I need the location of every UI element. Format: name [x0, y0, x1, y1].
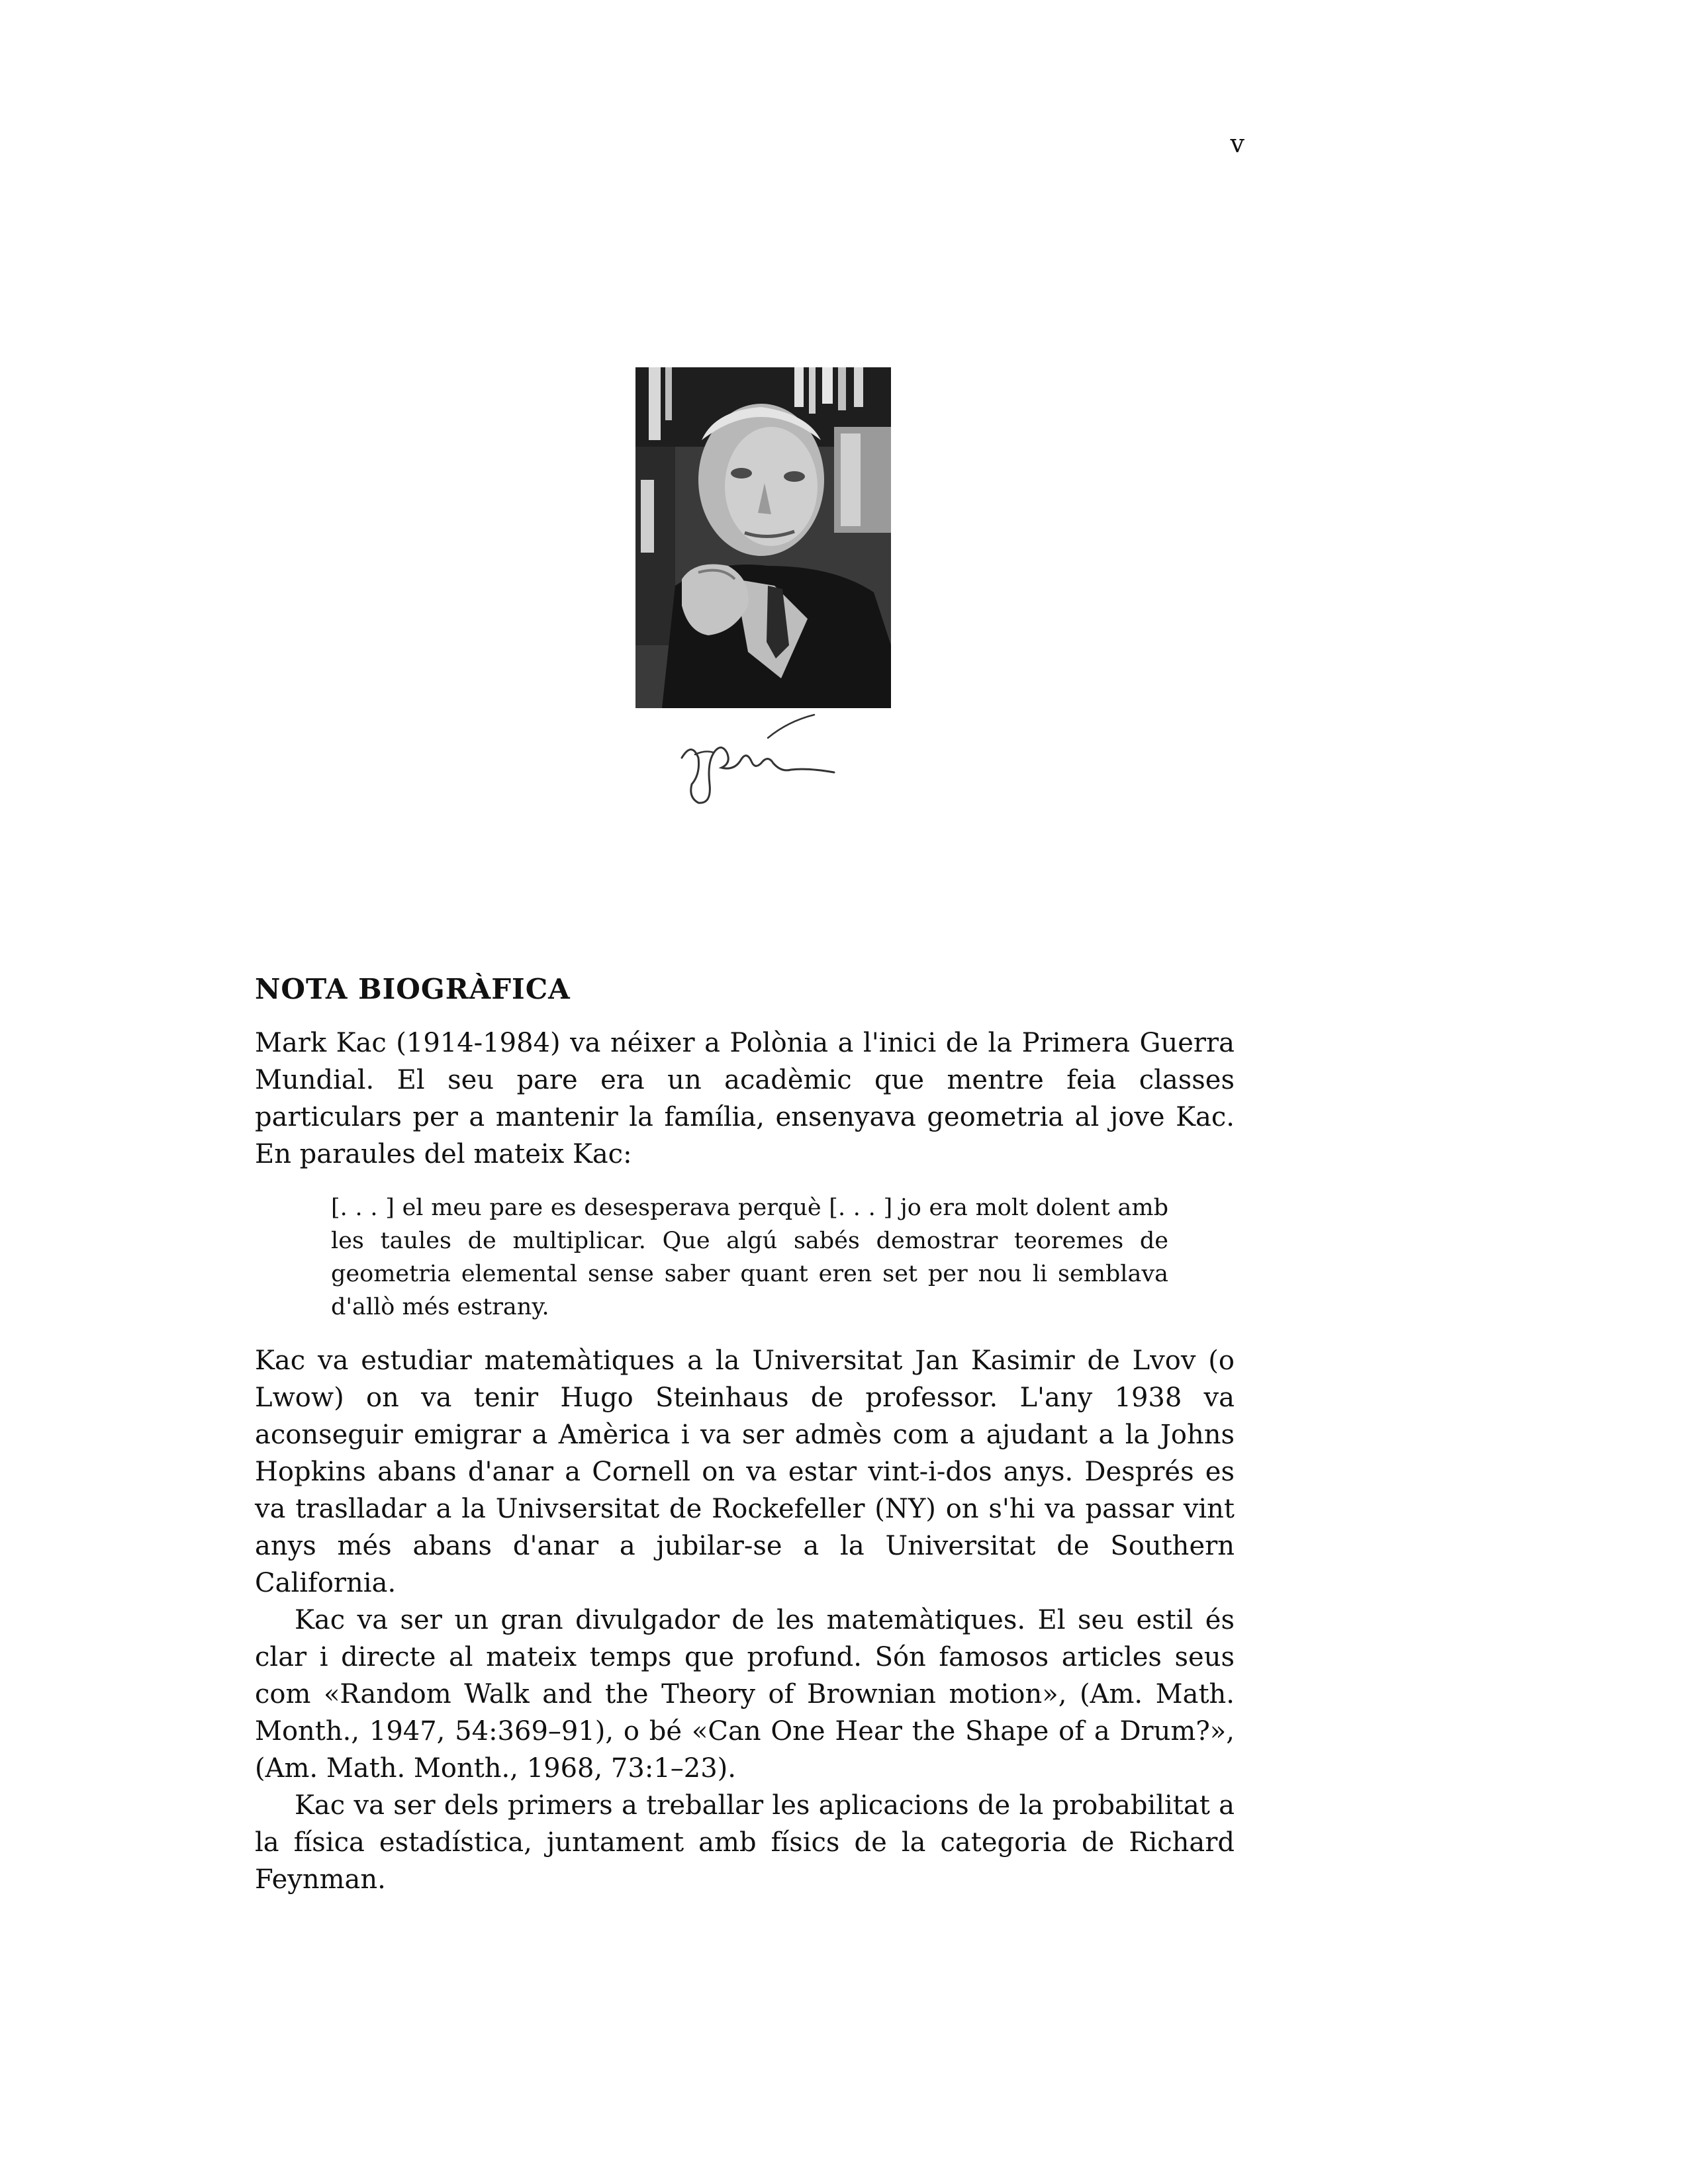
paragraph-divulgation: Kac va ser un gran divulgador de les matemàtiques. El seu estil és clar i directe al mateix temps que profund. Són famosos articles seus com «Random Walk and the Theory of Brownian motion», (Am. Math. Month., 1947, 54:369–91), o bé «Can One Hear the Shape of a Drum?», (Am. Math. Month., 1968, 73:1–23).: [255, 1605, 1235, 1784]
portrait-photo: [635, 367, 891, 708]
block-quote: [. . . ] el meu pare es desesperava perquè [. . . ] jo era molt dolent amb les taules de multiplicar. Que algú sabés demostrar teoremes de geometria elemental sense saber quant eren set per nou li semblava d'allò més estrany.: [331, 1195, 1168, 1321]
paragraph-physics: Kac va ser dels primers a treballar les aplicacions de la probabilitat a la física estadística, juntament amb físics de la categoria de Richard Feynman.: [255, 1790, 1235, 1895]
section-title: NOTA BIOGRÀFICA: [255, 973, 571, 1005]
signature: [669, 711, 841, 817]
paragraph-education: Kac va estudiar matemàtiques a la Universitat Jan Kasimir de Lvov (o Lwow) on va tenir Hugo Steinhaus de professor. L'any 1938 va aconseguir emigrar a Amèrica i va ser admès com a ajudant a la Johns Hopkins abans d'anar a Cornell on va estar vint-i-dos anys. Després es va traslladar a la Univsersitat de Rockefeller (NY) on s'hi va passar vint anys més abans d'anar a jubilar-se a la Universitat de Southern California.: [255, 1345, 1235, 1599]
paragraph-intro: Mark Kac (1914-1984) va néixer a Polònia a l'inici de la Primera Guerra Mundial. El seu pare era un acadèmic que mentre feia classes particulars per a mantenir la família, ensenyava geometria al jove Kac. En paraules del mateix Kac:: [255, 1028, 1235, 1170]
biography-section: [255, 973, 1235, 1898]
page-number: v: [1230, 129, 1244, 158]
